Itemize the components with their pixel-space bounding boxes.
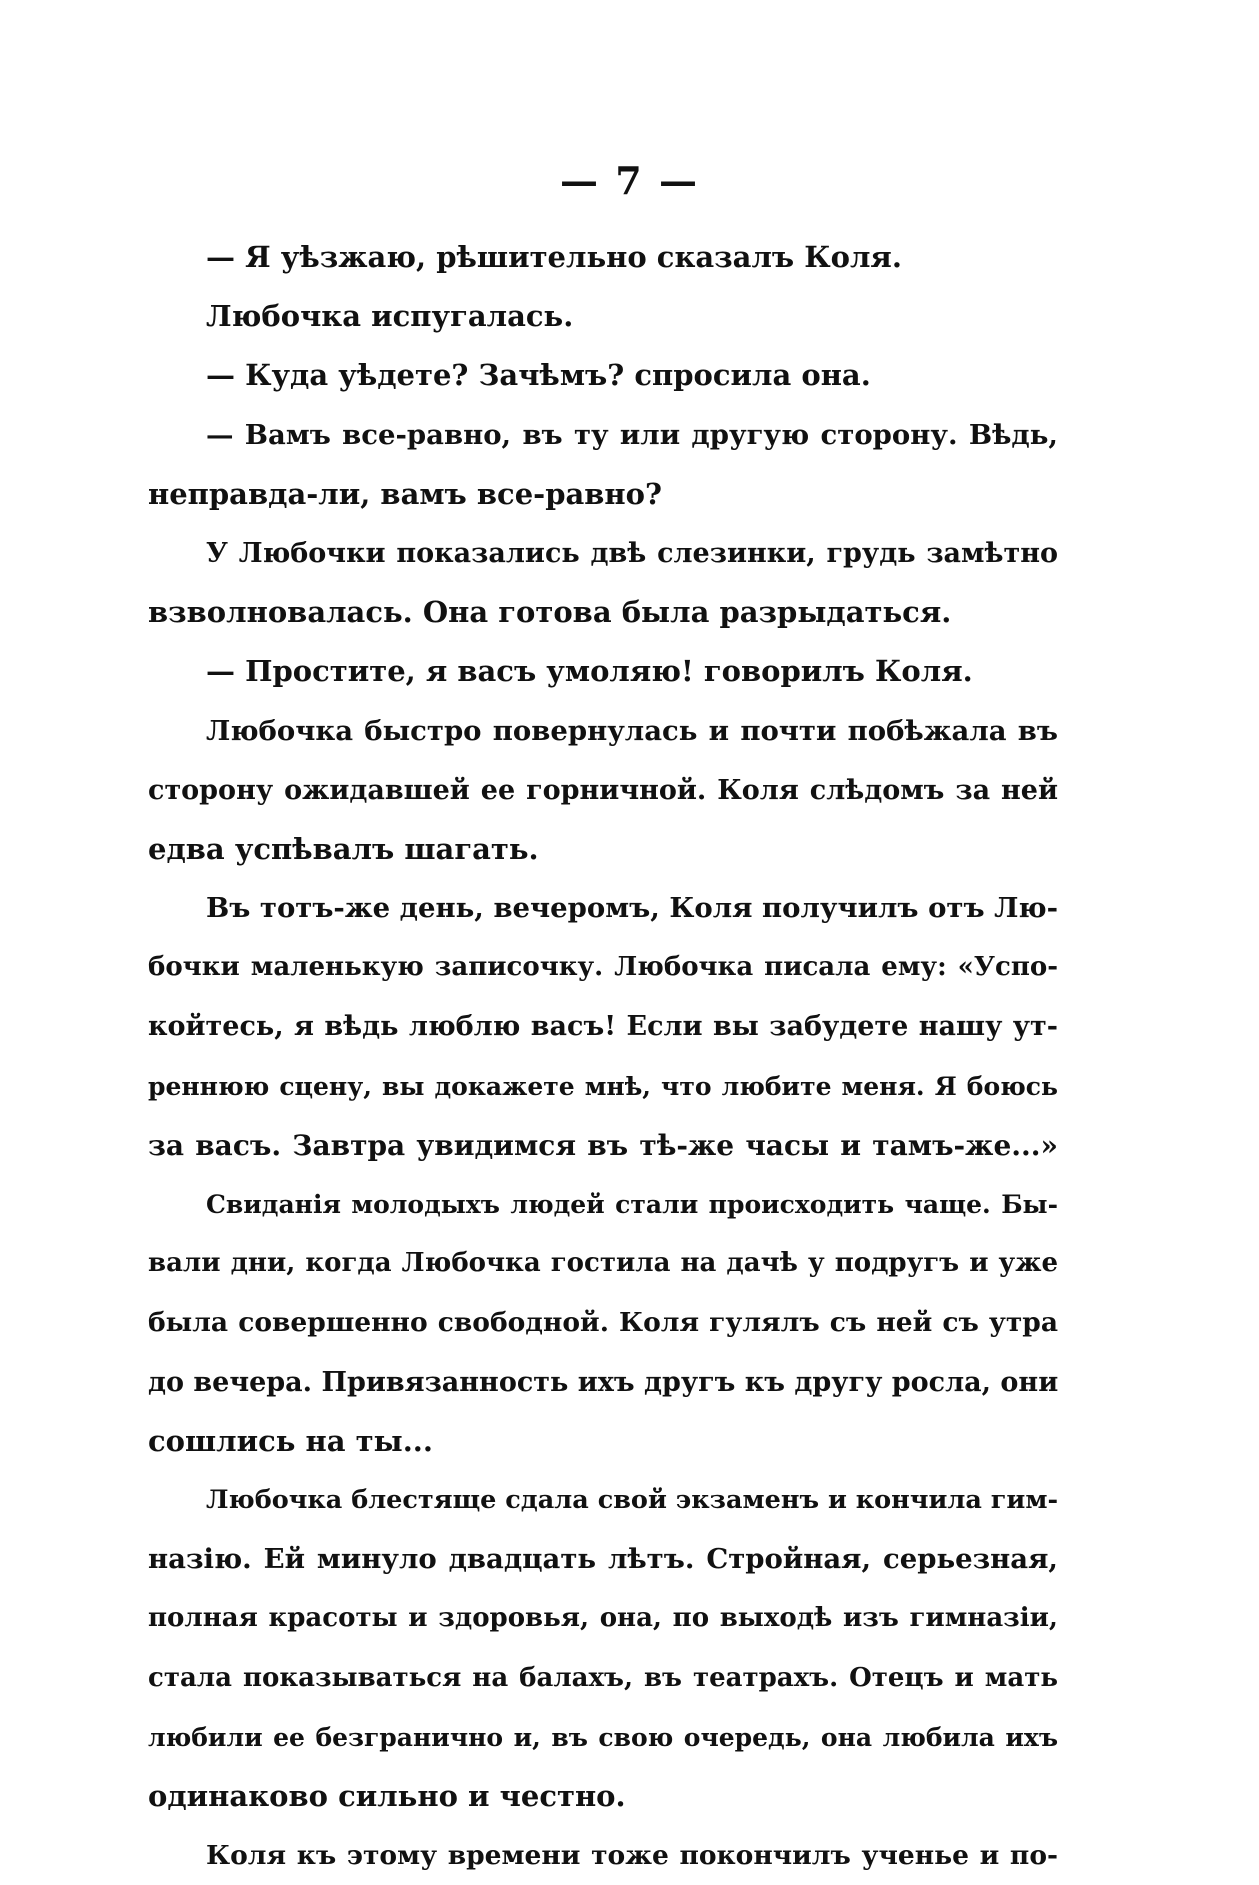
- text-line: назію. Ей минуло двадцать лѣтъ. Стройная, серьезная,: [148, 1543, 1058, 1576]
- text-line: одинаково сильно и честно.: [148, 1778, 626, 1813]
- text-line: Любочка блестяще сдала свой экзаменъ и кончила гим-: [206, 1484, 1058, 1515]
- text-line: сошлись на ты...: [148, 1423, 434, 1458]
- text-line: неправда-ли, вамъ все-равно?: [148, 476, 662, 511]
- text-line: койтесь, я вѣдь люблю васъ! Если вы забудете нашу ут-: [148, 1011, 1058, 1043]
- page-number: — 7 —: [560, 158, 699, 203]
- text-line: реннюю сцену, вы докажете мнѣ, что любите меня. Я боюсь: [148, 1071, 1058, 1101]
- text-line: вали дни, когда Любочка гостила на дачѣ у подругъ и уже: [148, 1248, 1058, 1279]
- text-line: полная красоты и здоровья, она, по выходѣ изъ гимназіи,: [148, 1603, 1058, 1634]
- text-line: до вечера. Привязанность ихъ другъ къ другу росла, они: [148, 1366, 1058, 1398]
- text-line: У Любочки показались двѣ слезинки, грудь замѣтно: [206, 537, 1058, 569]
- text-line: любили ее безгранично и, въ свою очередь, она любила ихъ: [148, 1722, 1058, 1752]
- text-line: едва успѣвалъ шагать.: [148, 831, 539, 866]
- text-line: взволновалась. Она готова была разрыдаться.: [148, 595, 952, 630]
- text-line: — Вамъ все-равно, въ ту или другую сторону. Вѣдь,: [206, 418, 1058, 451]
- text-line: Любочка испугалась.: [206, 299, 574, 334]
- text-line: Коля къ этому времени тоже покончилъ ученье и по-: [206, 1840, 1058, 1872]
- text-line: Любочка быстро повернулась и почти побѣжала въ: [206, 714, 1058, 747]
- text-line: Въ тотъ-же день, вечеромъ, Коля получилъ отъ Лю-: [206, 892, 1058, 925]
- text-line: стала показываться на балахъ, въ театрахъ. Отецъ и мать: [148, 1662, 1058, 1693]
- text-line: бочки маленькую записочку. Любочка писала ему: «Успо-: [148, 952, 1058, 983]
- text-line: была совершенно свободной. Коля гулялъ съ ней съ утра: [148, 1307, 1058, 1339]
- text-line: — Я уѣзжаю, рѣшительно сказалъ Коля.: [206, 240, 902, 274]
- text-line: за васъ. Завтра увидимся въ тѣ-же часы и тамъ-же...»: [148, 1128, 1058, 1162]
- text-line: — Простите, я васъ умоляю! говорилъ Коля.: [206, 654, 973, 689]
- text-line: — Куда уѣдете? Зачѣмъ? спросила она.: [206, 358, 871, 393]
- body-text: [148, 228, 1058, 1885]
- text-line: Свиданія молодыхъ людей стали происходить чаще. Бы-: [206, 1190, 1058, 1219]
- text-line: сторону ожидавшей ее горничной. Коля слѣдомъ за ней: [148, 774, 1058, 806]
